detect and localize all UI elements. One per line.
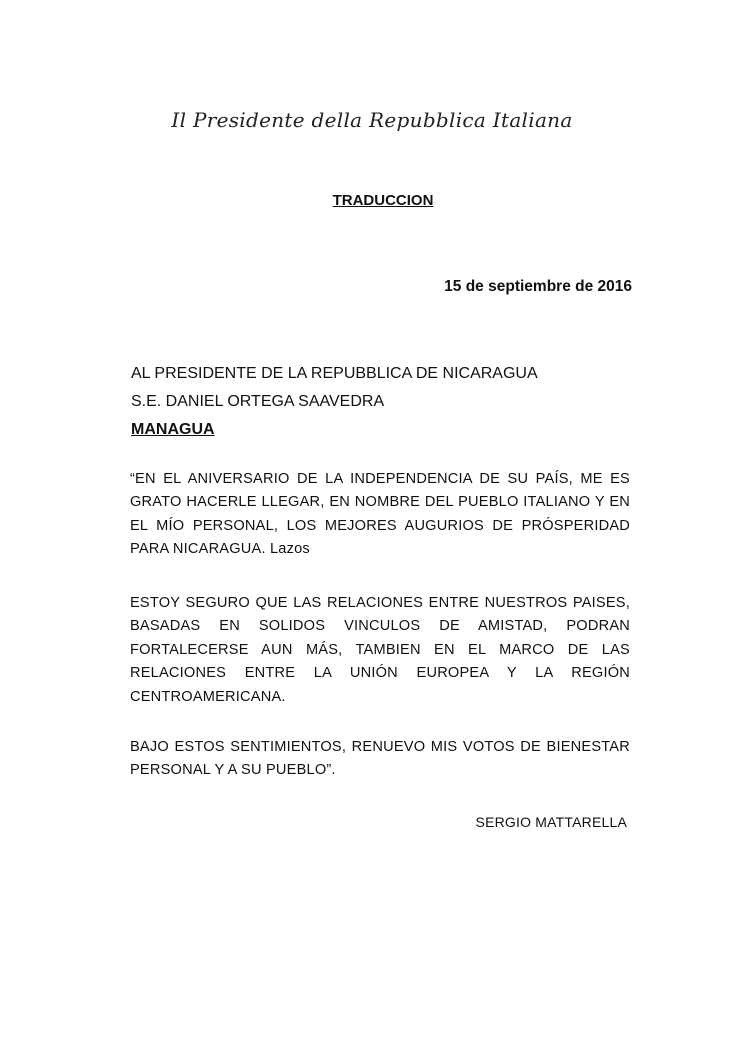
addressee-city: MANAGUA	[131, 421, 215, 438]
addressee-line-2: S.E. DANIEL ORTEGA SAAVEDRA	[131, 393, 385, 410]
addressee-line-1: AL PRESIDENTE DE LA REPUBBLICA DE NICARAGUA	[131, 365, 538, 382]
paragraph-1: “EN EL ANIVERSARIO DE LA INDEPENDENCIA DE SU PAÍS, ME ES GRATO HACERLE LLEGAR, EN NOMBRE DEL PUEBLO ITALIANO Y EN EL MÍO PERSONAL, LOS MEJORES AUGURIOS DE PRÓSPERIDAD PARA NICARAGUA. Lazos	[130, 471, 630, 558]
letter-date: 15 de septiembre de 2016	[444, 278, 632, 295]
document-label: TRADUCCION	[332, 192, 434, 209]
letterhead: Il Presidente della Repubblica Italiana	[171, 108, 573, 132]
paragraph-3: BAJO ESTOS SENTIMIENTOS, RENUEVO MIS VOTOS DE BIENESTAR PERSONAL Y A SU PUEBLO”.	[130, 739, 630, 779]
paragraph-2: ESTOY SEGURO QUE LAS RELACIONES ENTRE NUESTROS PAISES, BASADAS EN SOLIDOS VINCULOS DE AMISTAD, PODRAN FORTALECERSE AUN MÁS, TAMBIEN EN EL MARCO DE LAS RELACIONES ENTRE LA UNIÓN EUROPEA Y LA REGIÓN CENTROAMERICANA.	[130, 595, 630, 705]
addressee-block	[131, 360, 538, 444]
signature-name: SERGIO MATTARELLA	[475, 814, 627, 830]
